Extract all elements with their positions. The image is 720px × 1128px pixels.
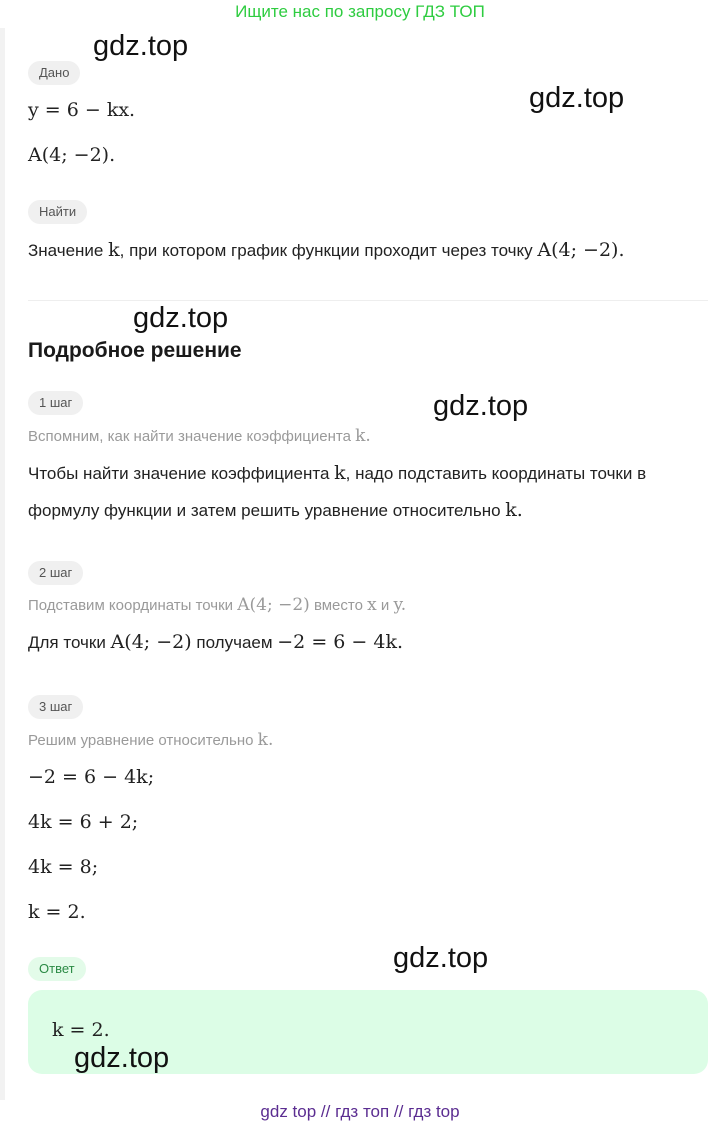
step2-text-before: Для точки — [28, 633, 111, 652]
given-point: A(4; −2). — [28, 144, 116, 166]
watermark: gdz.top — [529, 82, 625, 114]
step2-hint-and: и — [376, 597, 394, 614]
step3-equation-3: 4k = 8; — [28, 856, 99, 878]
step1-hint — [28, 426, 371, 446]
step3-label: 3 шаг — [28, 695, 83, 719]
find-label: Найти — [28, 200, 87, 224]
step1-hint-var: k. — [355, 426, 371, 446]
step3-hint — [28, 730, 273, 750]
step1-hint-text: Вспомним, как найти значение коэффициента — [28, 428, 356, 445]
step3-equation-2: 4k = 6 + 2; — [28, 811, 139, 833]
step2-text-point: A(4; −2) — [110, 631, 192, 653]
step1-line2-before: формулу функции и затем решить уравнение относительно — [28, 501, 506, 520]
given-equation: y = 6 − kx. — [28, 99, 136, 121]
step1-line1-var: k — [334, 462, 346, 484]
watermark: gdz.top — [433, 390, 529, 422]
watermark: gdz.top — [133, 302, 229, 334]
step3-equation-4: k = 2. — [28, 901, 86, 923]
find-text-before: Значение — [28, 241, 109, 260]
step1-line1-before: Чтобы найти значение коэффициента — [28, 464, 335, 483]
watermark: gdz.top — [93, 30, 189, 62]
divider — [28, 300, 708, 301]
step2-hint-y: y. — [393, 595, 407, 615]
find-text — [28, 239, 625, 261]
answer-value: k = 2. — [52, 1019, 110, 1041]
step1-label: 1 шаг — [28, 391, 83, 415]
find-text-mid: , при котором график функции проходит через точку — [119, 241, 538, 260]
left-rule — [0, 28, 5, 1100]
step2-hint-before: Подставим координаты точки — [28, 597, 238, 614]
step2-text-eq: −2 = 6 − 4k. — [277, 631, 404, 653]
step3-hint-text: Решим уравнение относительно — [28, 732, 258, 749]
step3-equation-1: −2 = 6 − 4k; — [28, 766, 155, 788]
watermark: gdz.top — [393, 942, 489, 974]
step2-text-mid: получаем — [191, 633, 278, 652]
given-label: Дано — [28, 61, 80, 85]
step2-label: 2 шаг — [28, 561, 83, 585]
section-title: Подробное решение — [28, 339, 242, 362]
step1-line1-after: , надо подставить координаты точки в — [345, 464, 647, 483]
find-point: A(4; −2). — [537, 239, 625, 261]
step2-text — [28, 631, 403, 653]
footer-links[interactable]: gdz top // гдз топ // гдз top — [260, 1102, 460, 1121]
step1-line2 — [28, 499, 523, 521]
step2-hint-point: A(4; −2) — [237, 595, 310, 615]
step1-line2-var: k. — [505, 499, 523, 521]
step1-line1 — [28, 462, 646, 484]
step3-hint-var: k. — [257, 730, 274, 750]
answer-label: Ответ — [28, 957, 86, 981]
top-banner[interactable]: Ищите нас по запросу ГДЗ ТОП — [235, 2, 485, 21]
step2-hint — [28, 595, 406, 615]
step2-hint-x: x — [367, 595, 377, 615]
step2-hint-mid: вместо — [309, 597, 368, 614]
watermark: gdz.top — [74, 1042, 170, 1074]
find-k: k — [108, 239, 120, 261]
